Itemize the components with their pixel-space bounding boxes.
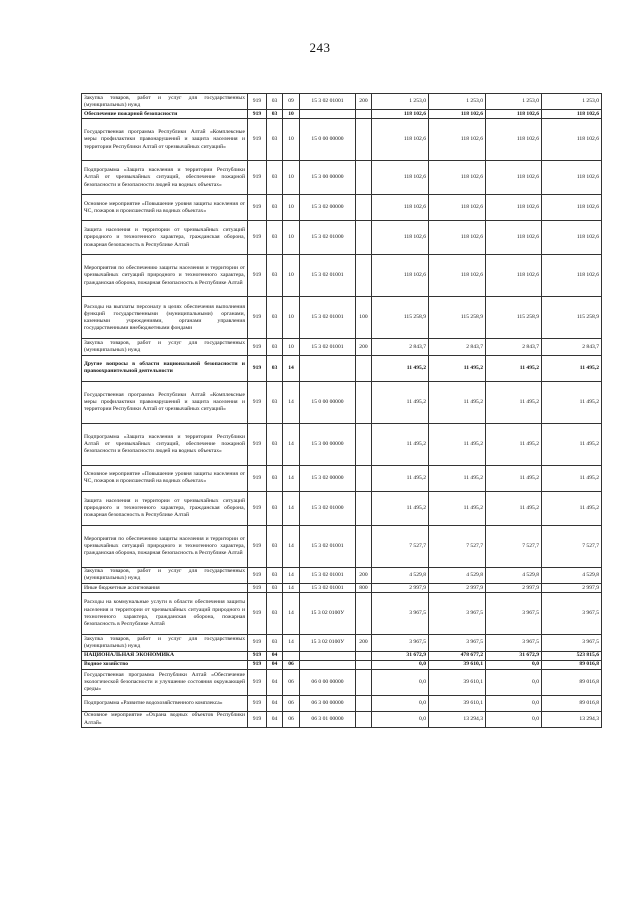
row-name-cell: Водное хозяйство <box>82 660 248 669</box>
ministry-code-cell: 919 <box>248 465 267 491</box>
ministry-code-cell: 919 <box>248 255 267 297</box>
amount-2-cell: 118 102,6 <box>429 119 486 161</box>
section-code-cell: 03 <box>267 525 283 567</box>
table-row <box>82 660 602 669</box>
amount-3-cell: 3 967,5 <box>486 593 542 635</box>
table-row <box>82 695 602 711</box>
ministry-code-cell: 919 <box>248 567 267 583</box>
expense-type-cell <box>356 423 372 465</box>
section-code-cell: 04 <box>267 711 283 727</box>
subsection-code-cell: 14 <box>283 525 300 567</box>
expense-type-cell <box>356 669 372 695</box>
amount-4-cell: 11 495,2 <box>542 491 602 525</box>
target-article-cell: 15 3 02 01001 <box>300 255 356 297</box>
table-row <box>82 593 602 635</box>
amount-2-cell: 115 258,9 <box>429 297 486 339</box>
table-row <box>82 635 602 651</box>
row-name-cell: Расходы на выплаты персоналу в целях обеспечения выполнения функций государственными (муниципальными) органами, казенными учреждениями, органами управления государственными внебюджетными фондами <box>82 297 248 339</box>
amount-3-cell: 118 102,6 <box>486 119 542 161</box>
target-article-cell: 15 3 02 01001 <box>300 567 356 583</box>
ministry-code-cell: 919 <box>248 355 267 381</box>
ministry-code-cell: 919 <box>248 525 267 567</box>
target-article-cell: 15 0 00 00000 <box>300 119 356 161</box>
target-article-cell: 15 3 02 0100У <box>300 593 356 635</box>
subsection-code-cell: 14 <box>283 465 300 491</box>
ministry-code-cell: 919 <box>248 635 267 651</box>
amount-4-cell: 118 102,6 <box>542 255 602 297</box>
amount-2-cell: 3 967,5 <box>429 635 486 651</box>
section-code-cell: 03 <box>267 195 283 221</box>
section-code-cell: 04 <box>267 695 283 711</box>
amount-1-cell: 11 495,2 <box>372 355 429 381</box>
amount-3-cell: 7 527,7 <box>486 525 542 567</box>
table-row <box>82 161 602 195</box>
amount-1-cell: 4 529,8 <box>372 567 429 583</box>
section-code-cell: 03 <box>267 221 283 255</box>
subsection-code-cell: 10 <box>283 297 300 339</box>
row-name-cell: Подпрограмма «Развитие водохозяйственного комплекса» <box>82 695 248 711</box>
amount-1-cell: 11 495,2 <box>372 465 429 491</box>
target-article-cell: 06 3 01 00000 <box>300 711 356 727</box>
subsection-code-cell: 14 <box>283 355 300 381</box>
row-name-cell: Закупка товаров, работ и услуг для государственных (муниципальных) нужд <box>82 567 248 583</box>
amount-1-cell: 11 495,2 <box>372 381 429 423</box>
ministry-code-cell: 919 <box>248 381 267 423</box>
amount-1-cell: 118 102,6 <box>372 195 429 221</box>
page-number: 243 <box>309 40 331 55</box>
section-code-cell: 04 <box>267 669 283 695</box>
expense-type-cell <box>356 660 372 669</box>
expense-type-cell <box>356 491 372 525</box>
row-name-cell: Основное мероприятие «Охрана водных объектов Республики Алтай» <box>82 711 248 727</box>
amount-3-cell: 1 253,0 <box>486 94 542 110</box>
ministry-code-cell: 919 <box>248 491 267 525</box>
section-code-cell: 03 <box>267 381 283 423</box>
target-article-cell <box>300 355 356 381</box>
row-name-cell: Мероприятия по обеспечению защиты населения и территории от чрезвычайных ситуаций природного и техногенного характера, гражданская оборона, пожарная безопасность в Республике Алтай <box>82 255 248 297</box>
amount-3-cell: 11 495,2 <box>486 381 542 423</box>
ministry-code-cell: 919 <box>248 669 267 695</box>
subsection-code-cell: 14 <box>283 635 300 651</box>
table-row <box>82 355 602 381</box>
subsection-code-cell: 06 <box>283 711 300 727</box>
amount-3-cell: 11 495,2 <box>486 423 542 465</box>
amount-1-cell: 2 843,7 <box>372 339 429 355</box>
row-name-cell: Обеспечение пожарной безопасности <box>82 110 248 119</box>
table-row <box>82 255 602 297</box>
expense-type-cell <box>356 161 372 195</box>
amount-2-cell: 7 527,7 <box>429 525 486 567</box>
table-row <box>82 221 602 255</box>
section-code-cell: 03 <box>267 635 283 651</box>
target-article-cell: 15 3 02 00000 <box>300 465 356 491</box>
ministry-code-cell: 919 <box>248 339 267 355</box>
row-name-cell: НАЦИОНАЛЬНАЯ ЭКОНОМИКА <box>82 651 248 660</box>
amount-3-cell: 11 495,2 <box>486 465 542 491</box>
amount-2-cell: 118 102,6 <box>429 161 486 195</box>
amount-3-cell: 4 529,8 <box>486 567 542 583</box>
section-code-cell: 03 <box>267 567 283 583</box>
subsection-code-cell: 06 <box>283 669 300 695</box>
amount-4-cell: 118 102,6 <box>542 221 602 255</box>
ministry-code-cell: 919 <box>248 651 267 660</box>
table-row <box>82 94 602 110</box>
amount-3-cell: 0,0 <box>486 660 542 669</box>
amount-4-cell: 89 016,8 <box>542 695 602 711</box>
expense-type-cell <box>356 465 372 491</box>
amount-4-cell: 118 102,6 <box>542 110 602 119</box>
row-name-cell: Закупка товаров, работ и услуг для государственных (муниципальных) нужд <box>82 339 248 355</box>
amount-3-cell: 11 495,2 <box>486 491 542 525</box>
section-code-cell: 03 <box>267 423 283 465</box>
ministry-code-cell: 919 <box>248 110 267 119</box>
amount-2-cell: 478 677,2 <box>429 651 486 660</box>
amount-4-cell: 11 495,2 <box>542 465 602 491</box>
amount-4-cell: 11 495,2 <box>542 423 602 465</box>
row-name-cell: Подпрограмма «Защита населения и территории Республики Алтай от чрезвычайных ситуаций, обеспечение пожарной безопасности и безопасности людей на водных объектах» <box>82 423 248 465</box>
expense-type-cell <box>356 195 372 221</box>
row-name-cell: Другие вопросы в области национальной безопасности и правоохранительной деятельности <box>82 355 248 381</box>
ministry-code-cell: 919 <box>248 119 267 161</box>
target-article-cell: 15 3 02 01000 <box>300 491 356 525</box>
subsection-code-cell: 10 <box>283 255 300 297</box>
target-article-cell: 15 3 02 01001 <box>300 297 356 339</box>
section-code-cell: 04 <box>267 651 283 660</box>
amount-4-cell: 115 258,9 <box>542 297 602 339</box>
amount-4-cell: 2 843,7 <box>542 339 602 355</box>
budget-table <box>81 93 602 728</box>
ministry-code-cell: 919 <box>248 593 267 635</box>
amount-2-cell: 2 843,7 <box>429 339 486 355</box>
subsection-code-cell: 14 <box>283 584 300 593</box>
target-article-cell: 15 3 02 0100У <box>300 635 356 651</box>
subsection-code-cell: 10 <box>283 119 300 161</box>
amount-3-cell: 0,0 <box>486 669 542 695</box>
target-article-cell <box>300 660 356 669</box>
row-name-cell: Иные бюджетные ассигнования <box>82 584 248 593</box>
amount-1-cell: 115 258,9 <box>372 297 429 339</box>
amount-2-cell: 118 102,6 <box>429 110 486 119</box>
section-code-cell: 03 <box>267 339 283 355</box>
amount-3-cell: 11 495,2 <box>486 355 542 381</box>
amount-2-cell: 11 495,2 <box>429 465 486 491</box>
section-code-cell: 03 <box>267 119 283 161</box>
amount-3-cell: 31 672,9 <box>486 651 542 660</box>
amount-2-cell: 118 102,6 <box>429 221 486 255</box>
amount-1-cell: 3 967,5 <box>372 593 429 635</box>
amount-3-cell: 115 258,9 <box>486 297 542 339</box>
row-name-cell: Государственная программа Республики Алтай «Комплексные меры профилактики правонарушений и защита населения и территории Республики Алтай от чрезвычайных ситуаций» <box>82 119 248 161</box>
target-article-cell <box>300 651 356 660</box>
amount-4-cell: 7 527,7 <box>542 525 602 567</box>
row-name-cell: Защита населения и территории от чрезвычайных ситуаций природного и техногенного характера, гражданская оборона, пожарная безопасность в Республике Алтай <box>82 491 248 525</box>
amount-1-cell: 118 102,6 <box>372 110 429 119</box>
section-code-cell: 03 <box>267 465 283 491</box>
row-name-cell: Мероприятия по обеспечению защиты населения и территории от чрезвычайных ситуаций природного и техногенного характера, гражданская оборона, пожарная безопасность в Республике Алтай <box>82 525 248 567</box>
table-row <box>82 297 602 339</box>
amount-4-cell: 89 016,8 <box>542 660 602 669</box>
amount-2-cell: 39 610,1 <box>429 660 486 669</box>
subsection-code-cell: 14 <box>283 423 300 465</box>
amount-1-cell: 7 527,7 <box>372 525 429 567</box>
table-row <box>82 711 602 727</box>
ministry-code-cell: 919 <box>248 195 267 221</box>
ministry-code-cell: 919 <box>248 94 267 110</box>
target-article-cell: 15 0 00 00000 <box>300 381 356 423</box>
amount-1-cell: 0,0 <box>372 669 429 695</box>
target-article-cell: 15 3 02 01000 <box>300 221 356 255</box>
table-row <box>82 651 602 660</box>
ministry-code-cell: 919 <box>248 711 267 727</box>
amount-2-cell: 11 495,2 <box>429 355 486 381</box>
target-article-cell: 15 3 02 01001 <box>300 339 356 355</box>
amount-2-cell: 13 294,3 <box>429 711 486 727</box>
amount-1-cell: 3 967,5 <box>372 635 429 651</box>
table-row <box>82 525 602 567</box>
expense-type-cell: 100 <box>356 297 372 339</box>
row-name-cell: Расходы на коммунальные услуги в области обеспечения защиты населения и территории от чрезвычайных ситуаций природного и техногенного характера, гражданская оборона, пожарная безопасность в Республике Алтай <box>82 593 248 635</box>
section-code-cell: 03 <box>267 161 283 195</box>
amount-4-cell: 118 102,6 <box>542 119 602 161</box>
row-name-cell: Государственная программа Республики Алтай «Обеспечение экологической безопасности и улучшение состояния окружающей среды» <box>82 669 248 695</box>
expense-type-cell: 200 <box>356 94 372 110</box>
amount-1-cell: 0,0 <box>372 660 429 669</box>
expense-type-cell <box>356 110 372 119</box>
row-name-cell: Закупка товаров, работ и услуг для государственных (муниципальных) нужд <box>82 635 248 651</box>
ministry-code-cell: 919 <box>248 584 267 593</box>
subsection-code-cell: 09 <box>283 94 300 110</box>
row-name-cell: Защита населения и территории от чрезвычайных ситуаций природного и техногенного характера, гражданская оборона, пожарная безопасность в Республике Алтай <box>82 221 248 255</box>
ministry-code-cell: 919 <box>248 297 267 339</box>
table-body <box>82 94 602 728</box>
subsection-code-cell: 10 <box>283 161 300 195</box>
amount-4-cell: 3 967,5 <box>542 635 602 651</box>
table-row <box>82 195 602 221</box>
expense-type-cell <box>356 593 372 635</box>
target-article-cell <box>300 110 356 119</box>
amount-1-cell: 118 102,6 <box>372 119 429 161</box>
subsection-code-cell: 10 <box>283 110 300 119</box>
subsection-code-cell: 10 <box>283 221 300 255</box>
amount-4-cell: 11 495,2 <box>542 355 602 381</box>
expense-type-cell <box>356 381 372 423</box>
section-code-cell: 03 <box>267 297 283 339</box>
amount-4-cell: 4 529,8 <box>542 567 602 583</box>
table-row <box>82 119 602 161</box>
subsection-code-cell: 10 <box>283 339 300 355</box>
subsection-code-cell: 06 <box>283 660 300 669</box>
amount-4-cell: 89 016,8 <box>542 669 602 695</box>
amount-4-cell: 118 102,6 <box>542 195 602 221</box>
amount-2-cell: 39 610,1 <box>429 695 486 711</box>
amount-3-cell: 118 102,6 <box>486 110 542 119</box>
subsection-code-cell: 10 <box>283 195 300 221</box>
amount-1-cell: 11 495,2 <box>372 491 429 525</box>
table-row <box>82 491 602 525</box>
amount-2-cell: 2 997,9 <box>429 584 486 593</box>
row-name-cell: Государственная программа Республики Алтай «Комплексные меры профилактики правонарушений и защита населения и территории Республики Алтай от чрезвычайных ситуаций» <box>82 381 248 423</box>
amount-3-cell: 118 102,6 <box>486 195 542 221</box>
expense-type-cell: 200 <box>356 339 372 355</box>
target-article-cell: 15 3 00 00000 <box>300 161 356 195</box>
ministry-code-cell: 919 <box>248 695 267 711</box>
ministry-code-cell: 919 <box>248 161 267 195</box>
amount-2-cell: 1 253,0 <box>429 94 486 110</box>
amount-3-cell: 3 967,5 <box>486 635 542 651</box>
expense-type-cell <box>356 711 372 727</box>
section-code-cell: 03 <box>267 255 283 297</box>
section-code-cell: 03 <box>267 94 283 110</box>
amount-3-cell: 118 102,6 <box>486 221 542 255</box>
section-code-cell: 03 <box>267 593 283 635</box>
amount-2-cell: 11 495,2 <box>429 381 486 423</box>
amount-1-cell: 1 253,0 <box>372 94 429 110</box>
target-article-cell: 15 3 02 00000 <box>300 195 356 221</box>
target-article-cell: 15 3 02 01001 <box>300 94 356 110</box>
amount-3-cell: 118 102,6 <box>486 161 542 195</box>
table-row <box>82 423 602 465</box>
row-name-cell: Основное мероприятие «Повышение уровня защиты населения от ЧС, пожаров и происшествий на водных объектах» <box>82 195 248 221</box>
table-row <box>82 567 602 583</box>
amount-2-cell: 3 967,5 <box>429 593 486 635</box>
subsection-code-cell: 06 <box>283 695 300 711</box>
subsection-code-cell: 14 <box>283 567 300 583</box>
amount-1-cell: 118 102,6 <box>372 255 429 297</box>
table-row <box>82 669 602 695</box>
ministry-code-cell: 919 <box>248 423 267 465</box>
section-code-cell: 04 <box>267 660 283 669</box>
row-name-cell: Подпрограмма «Защита населения и территории Республики Алтай от чрезвычайных ситуаций, обеспечение пожарной безопасности и безопасности людей на водных объектах» <box>82 161 248 195</box>
amount-4-cell: 523 815,6 <box>542 651 602 660</box>
subsection-code-cell: 14 <box>283 381 300 423</box>
amount-1-cell: 118 102,6 <box>372 161 429 195</box>
table-row <box>82 110 602 119</box>
amount-3-cell: 118 102,6 <box>486 255 542 297</box>
expense-type-cell <box>356 651 372 660</box>
amount-2-cell: 11 495,2 <box>429 491 486 525</box>
amount-1-cell: 2 997,9 <box>372 584 429 593</box>
subsection-code-cell <box>283 651 300 660</box>
table-row <box>82 339 602 355</box>
target-article-cell: 15 3 00 00000 <box>300 423 356 465</box>
expense-type-cell <box>356 355 372 381</box>
expense-type-cell <box>356 525 372 567</box>
target-article-cell: 15 3 02 01001 <box>300 584 356 593</box>
amount-2-cell: 118 102,6 <box>429 195 486 221</box>
amount-2-cell: 11 495,2 <box>429 423 486 465</box>
amount-2-cell: 39 610,1 <box>429 669 486 695</box>
row-name-cell: Основное мероприятие «Повышение уровня защиты населения от ЧС, пожаров и происшествий на водных объектах» <box>82 465 248 491</box>
amount-4-cell: 2 997,9 <box>542 584 602 593</box>
ministry-code-cell: 919 <box>248 660 267 669</box>
amount-4-cell: 13 294,3 <box>542 711 602 727</box>
subsection-code-cell: 14 <box>283 593 300 635</box>
ministry-code-cell: 919 <box>248 221 267 255</box>
amount-1-cell: 0,0 <box>372 711 429 727</box>
target-article-cell: 15 3 02 01001 <box>300 525 356 567</box>
amount-4-cell: 118 102,6 <box>542 161 602 195</box>
expense-type-cell <box>356 695 372 711</box>
section-code-cell: 03 <box>267 584 283 593</box>
expense-type-cell <box>356 221 372 255</box>
amount-3-cell: 2 997,9 <box>486 584 542 593</box>
expense-type-cell <box>356 119 372 161</box>
section-code-cell: 03 <box>267 110 283 119</box>
section-code-cell: 03 <box>267 355 283 381</box>
amount-4-cell: 1 253,0 <box>542 94 602 110</box>
amount-4-cell: 3 967,5 <box>542 593 602 635</box>
expense-type-cell: 200 <box>356 635 372 651</box>
target-article-cell: 06 0 00 00000 <box>300 669 356 695</box>
amount-3-cell: 2 843,7 <box>486 339 542 355</box>
expense-type-cell: 800 <box>356 584 372 593</box>
table-row <box>82 381 602 423</box>
section-code-cell: 03 <box>267 491 283 525</box>
target-article-cell: 06 3 00 00000 <box>300 695 356 711</box>
expense-type-cell: 200 <box>356 567 372 583</box>
amount-4-cell: 11 495,2 <box>542 381 602 423</box>
amount-1-cell: 11 495,2 <box>372 423 429 465</box>
row-name-cell: Закупка товаров, работ и услуг для государственных (муниципальных) нужд <box>82 94 248 110</box>
table-row <box>82 584 602 593</box>
amount-2-cell: 118 102,6 <box>429 255 486 297</box>
subsection-code-cell: 14 <box>283 491 300 525</box>
amount-1-cell: 118 102,6 <box>372 221 429 255</box>
amount-1-cell: 0,0 <box>372 695 429 711</box>
amount-3-cell: 0,0 <box>486 711 542 727</box>
amount-1-cell: 31 672,9 <box>372 651 429 660</box>
table-row <box>82 465 602 491</box>
amount-3-cell: 0,0 <box>486 695 542 711</box>
amount-2-cell: 4 529,8 <box>429 567 486 583</box>
expense-type-cell <box>356 255 372 297</box>
